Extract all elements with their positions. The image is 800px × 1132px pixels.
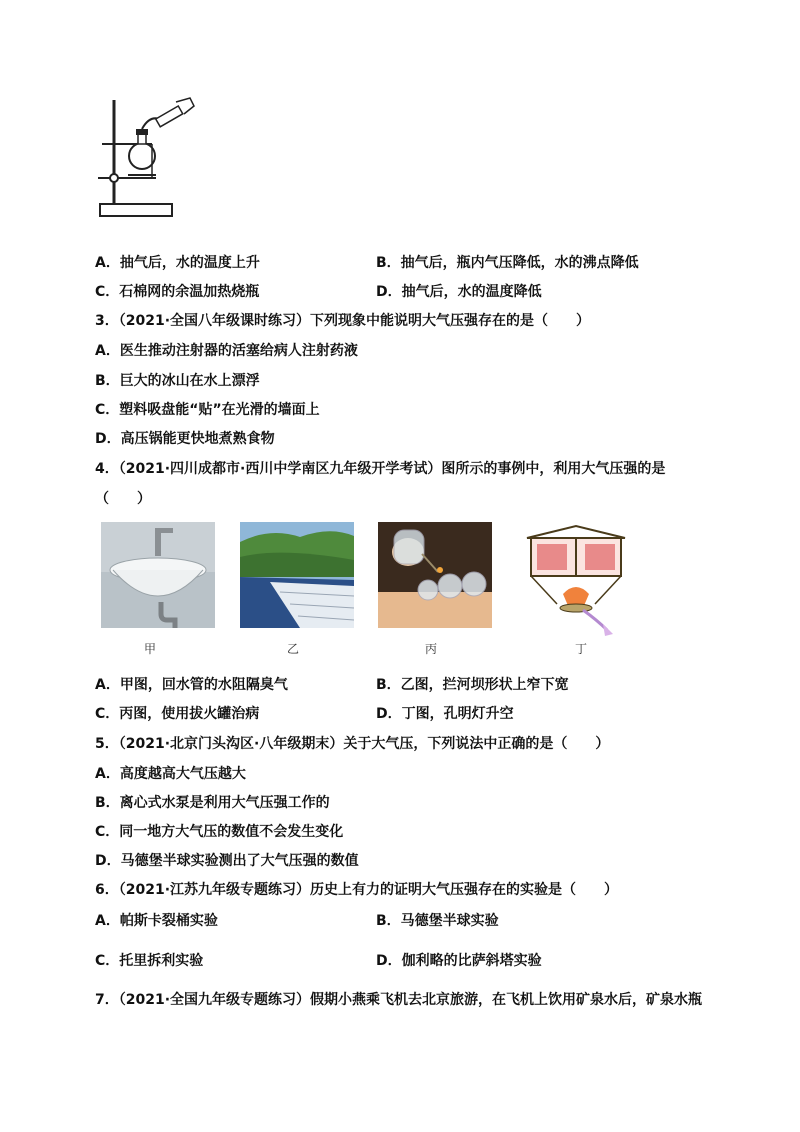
q4-stem-cont: （ ） — [95, 491, 151, 507]
caption-yi: 乙 — [287, 642, 300, 656]
q3-option-a: A．医生推动注射器的活塞给病人注射药液 — [95, 343, 358, 359]
q6-stem: 6．（2021·江苏九年级专题练习）历史上有力的证明大气压强存在的实验是（ ） — [95, 882, 619, 898]
caption-bing: 丙 — [425, 642, 438, 656]
q3-option-d: D．高压锅能更快地煮熟食物 — [95, 431, 275, 447]
sink-photo — [101, 522, 215, 628]
q3-option-c: C．塑料吸盘能“贴”在光滑的墙面上 — [95, 402, 320, 418]
q6-option-b: B．马德堡半球实验 — [376, 913, 499, 929]
q6-option-a: A．帕斯卡裂桶实验 — [95, 913, 218, 929]
q4-option-c: C．丙图，使用拔火罐治病 — [95, 706, 260, 722]
q5-option-a: A．高度越高大气压越大 — [95, 766, 246, 782]
q7-stem: 7．（2021·全国九年级专题练习）假期小燕乘飞机去北京旅游，在飞机上饮用矿泉水后，矿泉水瓶 — [95, 992, 703, 1008]
q4-option-b: B．乙图，拦河坝形状上窄下宽 — [376, 677, 569, 693]
q6-option-d: D．伽利略的比萨斜塔实验 — [376, 953, 542, 969]
q3-stem: 3．（2021·全国八年级课时练习）下列现象中能说明大气压强存在的是（ ） — [95, 313, 591, 329]
q2-option-c: C．石棉网的余温加热烧瓶 — [95, 284, 260, 300]
lab-apparatus-figure — [92, 96, 202, 222]
q4-stem: 4．（2021·四川成都市·西川中学南区九年级开学考试）图所示的事例中，利用大气压强的是 — [95, 461, 666, 477]
kongming-lantern-illustration — [517, 520, 635, 638]
q5-stem: 5．（2021·北京门头沟区·八年级期末）关于大气压，下列说法中正确的是（ ） — [95, 736, 610, 752]
q5-option-c: C．同一地方大气压的数值不会发生变化 — [95, 824, 344, 840]
caption-ding: 丁 — [575, 642, 588, 656]
cupping-photo — [378, 522, 492, 628]
q5-option-b: B．离心式水泵是利用大气压强工作的 — [95, 795, 330, 811]
caption-jia: 甲 — [144, 642, 157, 656]
q2-option-b: B．抽气后，瓶内气压降低，水的沸点降低 — [376, 255, 639, 271]
q6-option-c: C．托里拆利实验 — [95, 953, 204, 969]
q5-option-d: D．马德堡半球实验测出了大气压强的数值 — [95, 853, 359, 869]
q2-option-d: D．抽气后，水的温度降低 — [376, 284, 542, 300]
q4-option-a: A．甲图，回水管的水阻隔臭气 — [95, 677, 288, 693]
q3-option-b: B．巨大的冰山在水上漂浮 — [95, 373, 260, 389]
q4-option-d: D．丁图，孔明灯升空 — [376, 706, 514, 722]
q2-option-a: A．抽气后，水的温度上升 — [95, 255, 260, 271]
dam-photo — [240, 522, 354, 628]
